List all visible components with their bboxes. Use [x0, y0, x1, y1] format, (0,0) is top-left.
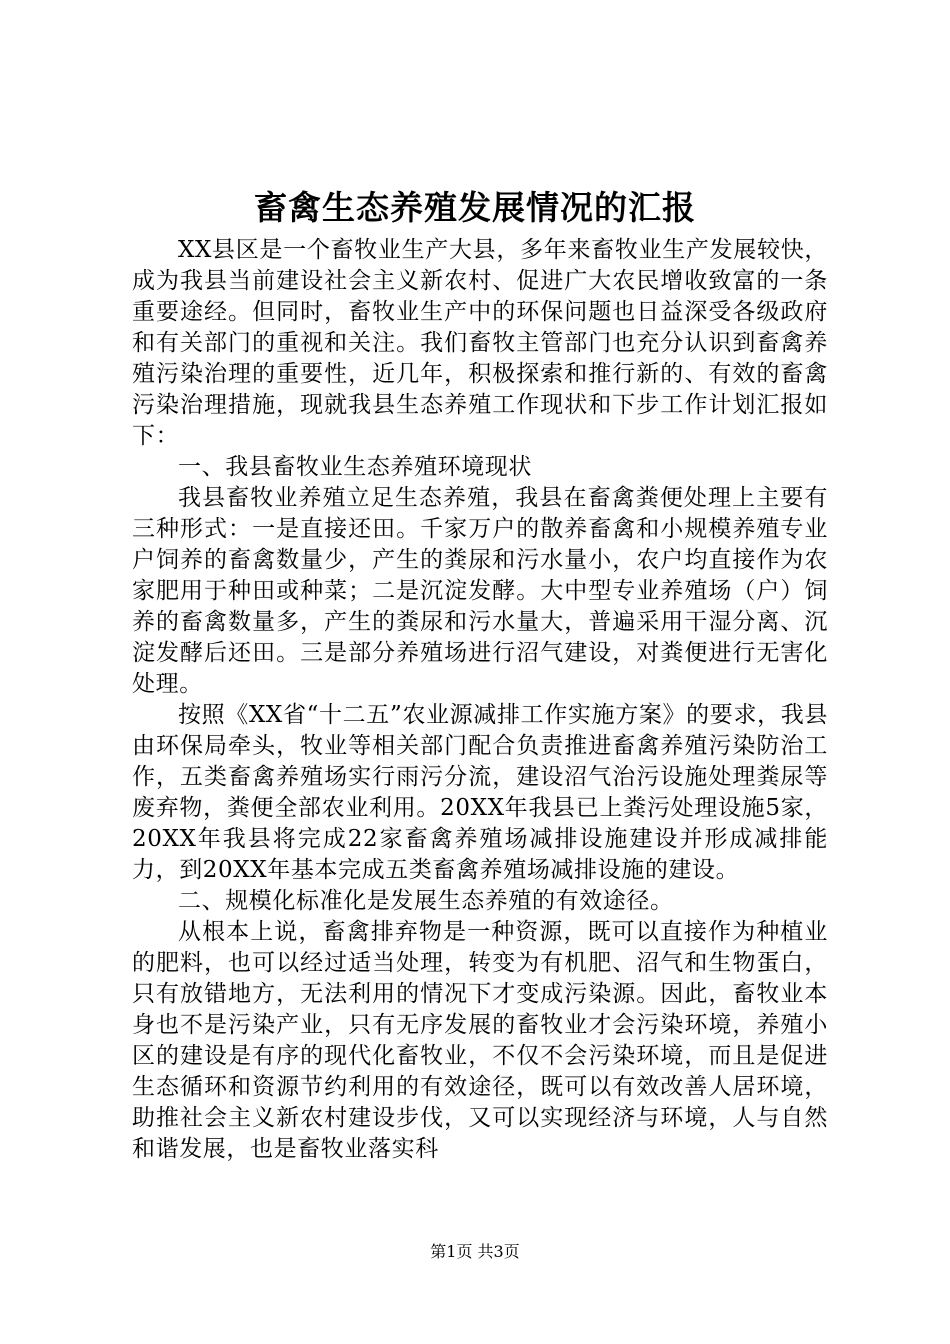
document-title: 畜禽生态养殖发展情况的汇报: [254, 188, 696, 227]
paragraph-intro: XX县区是一个畜牧业生产大县，多年来畜牧业生产发展较快，成为我县当前建设社会主义新农村、促进广大农民增收致富的一条重要途经。但同时，畜牧业生产中的环保问题也日益深受各级政府和有关部门的重视和关注。我们畜牧主管部门也充分认识到畜禽养殖污染治理的重要性，近几年，积极探索和推行新的、有效的畜禽污染治理措施，现就我县生态养殖工作现状和下步工作计划汇报如下：: [132, 237, 828, 449]
paragraph-current-status: 我县畜牧业养殖立足生态养殖，我县在畜禽粪便处理上主要有三种形式：一是直接还田。千家万户的散养畜禽和小规模养殖专业户饲养的畜禽数量少，产生的粪尿和污水量小，农户均直接作为农家肥用于种田或种菜；二是沉淀发酵。大中型专业养殖场（户）饲养的畜禽数量多，产生的粪尿和污水量大，普遍采用干湿分离、沉淀发酵后还田。三是部分养殖场进行沼气建设，对粪便进行无害化处理。: [132, 485, 828, 697]
document-body: [132, 235, 828, 1165]
paragraph-emission-plan: 按照《XX省“十二五”农业源减排工作实施方案》的要求，我县由环保局牵头，牧业等相关部门配合负责推进畜禽养殖污染防治工作，五类畜禽养殖场实行雨污分流，建设沼气治污设施处理粪尿等废弃物，粪便全部农业利用。20XX年我县已上粪污处理设施5家，20XX年我县将完成22家畜禽养殖场减排设施建设并形成减排能力，到20XX年基本完成五类畜禽养殖场减排设施的建设。: [132, 702, 828, 883]
page-number-footer: 第1页 共3页: [430, 1242, 520, 1261]
section-heading-2: 二、规模化标准化是发展生态养殖的有效途径。: [178, 888, 674, 914]
section-heading-1: 一、我县畜牧业生态养殖环境现状: [178, 454, 532, 480]
paragraph-standardization: 从根本上说，畜禽排弃物是一种资源，既可以直接作为种植业的肥料，也可以经过适当处理，转变为有机肥、沼气和生物蛋白，只有放错地方，无法利用的情况下才变成污染源。因此，畜牧业本身也不是污染产业，只有无序发展的畜牧业才会污染环境，养殖小区的建设是有序的现代化畜牧业，不仅不会污染环境，而且是促进生态循环和资源节约利用的有效途径，既可以有效改善人居环境，助推社会主义新农村建设步伐，又可以实现经济与环境，人与自然和谐发展，也是畜牧业落实科: [132, 919, 828, 1162]
